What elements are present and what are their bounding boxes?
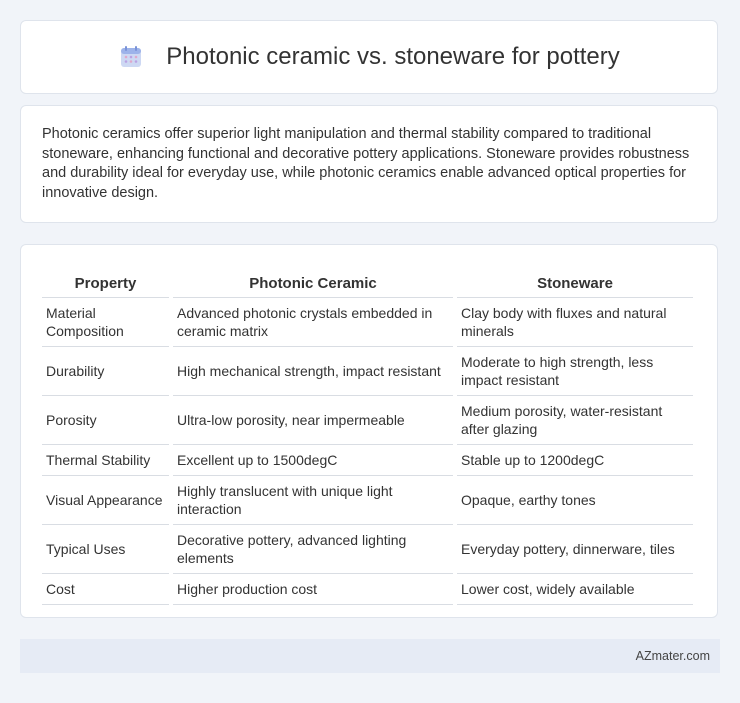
- row-property: Typical Uses: [42, 525, 169, 574]
- comparison-table: [38, 265, 697, 605]
- row-property: Thermal Stability: [42, 445, 169, 476]
- row-stoneware-value: Lower cost, widely available: [457, 574, 693, 605]
- calendar-icon: [118, 44, 144, 70]
- row-photonic-value: Highly translucent with unique light interaction: [173, 476, 453, 525]
- table-row: [42, 574, 693, 605]
- row-photonic-value: Advanced photonic crystals embedded in ceramic matrix: [173, 298, 453, 347]
- title-wrap: [118, 43, 620, 71]
- intro-card: [20, 105, 718, 223]
- row-photonic-value: Excellent up to 1500degC: [173, 445, 453, 476]
- row-photonic-value: High mechanical strength, impact resistant: [173, 347, 453, 396]
- row-property: Material Composition: [42, 298, 169, 347]
- row-photonic-value: Decorative pottery, advanced lighting elements: [173, 525, 453, 574]
- title-card: [20, 20, 718, 94]
- intro-text: Photonic ceramics offer superior light manipulation and thermal stability compared to traditional stoneware, enhancing functional and decorative pottery applications. Stoneware provides robustness and durability ideal for everyday use, while photonic ceramics enable advanced optical properties for innovative design.: [42, 126, 690, 201]
- header-photonic-ceramic: Photonic Ceramic: [173, 265, 453, 298]
- footer-brand: AZmater.com: [635, 649, 710, 663]
- header-stoneware: Stoneware: [457, 265, 693, 298]
- row-photonic-value: Higher production cost: [173, 574, 453, 605]
- footer-bar: [20, 639, 720, 673]
- table-row: [42, 445, 693, 476]
- row-stoneware-value: Moderate to high strength, less impact resistant: [457, 347, 693, 396]
- row-stoneware-value: Everyday pottery, dinnerware, tiles: [457, 525, 693, 574]
- table-header-row: [42, 265, 693, 298]
- table-row: [42, 525, 693, 574]
- row-property: Cost: [42, 574, 169, 605]
- table-row: [42, 298, 693, 347]
- row-property: Porosity: [42, 396, 169, 445]
- page-title: Photonic ceramic vs. stoneware for pottery: [166, 43, 620, 70]
- header-property: Property: [42, 265, 169, 298]
- row-stoneware-value: Opaque, earthy tones: [457, 476, 693, 525]
- row-stoneware-value: Stable up to 1200degC: [457, 445, 693, 476]
- row-stoneware-value: Medium porosity, water-resistant after glazing: [457, 396, 693, 445]
- table-card: [20, 244, 718, 618]
- table-row: [42, 347, 693, 396]
- row-property: Durability: [42, 347, 169, 396]
- row-property: Visual Appearance: [42, 476, 169, 525]
- row-photonic-value: Ultra-low porosity, near impermeable: [173, 396, 453, 445]
- table-row: [42, 476, 693, 525]
- row-stoneware-value: Clay body with fluxes and natural minerals: [457, 298, 693, 347]
- table-row: [42, 396, 693, 445]
